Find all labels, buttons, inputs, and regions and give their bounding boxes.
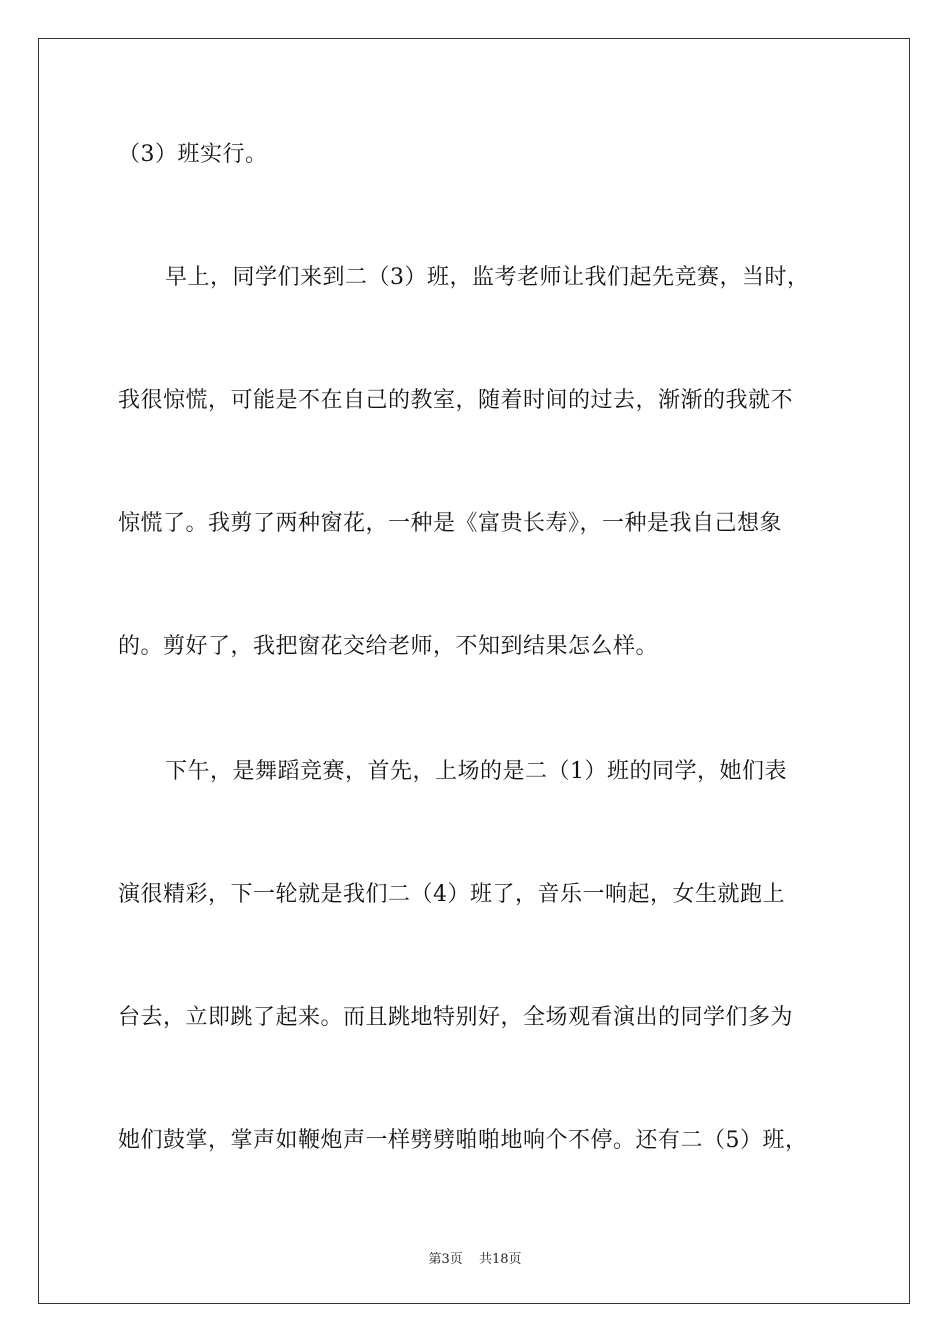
text-line-3: 我很惊慌，可能是不在自己的教室，随着时间的过去，渐渐的我就不 <box>118 388 794 413</box>
paragraph-start-afternoon: 下午，是舞蹈竞赛，首先，上场的是二（1）班的同学，她们表 <box>165 759 787 784</box>
page-border <box>38 38 910 1304</box>
total-pages: 共18页 <box>478 1252 522 1267</box>
text-line-5: 的。剪好了，我把窗花交给老师，不知到结果怎么样。 <box>118 634 659 659</box>
page-footer <box>0 1248 950 1267</box>
page-number: 第3页 <box>428 1252 463 1267</box>
text-line-1: （3）班实行。 <box>118 142 268 167</box>
text-line-7: 演很精彩，下一轮就是我们二（4）班了，音乐一响起，女生就跑上 <box>118 882 785 907</box>
paragraph-start-morning: 早上，同学们来到二（3）班，监考老师让我们起先竞赛，当时， <box>165 265 810 290</box>
text-line-4: 惊慌了。我剪了两种窗花，一种是《富贵长寿》，一种是我自己想象 <box>118 511 783 536</box>
text-line-8: 台去，立即跳了起来。而且跳地特别好，全场观看演出的同学们多为 <box>118 1005 794 1030</box>
text-line-9: 她们鼓掌，掌声如鞭炮声一样劈劈啪啪地响个不停。还有二（5）班， <box>118 1128 808 1153</box>
